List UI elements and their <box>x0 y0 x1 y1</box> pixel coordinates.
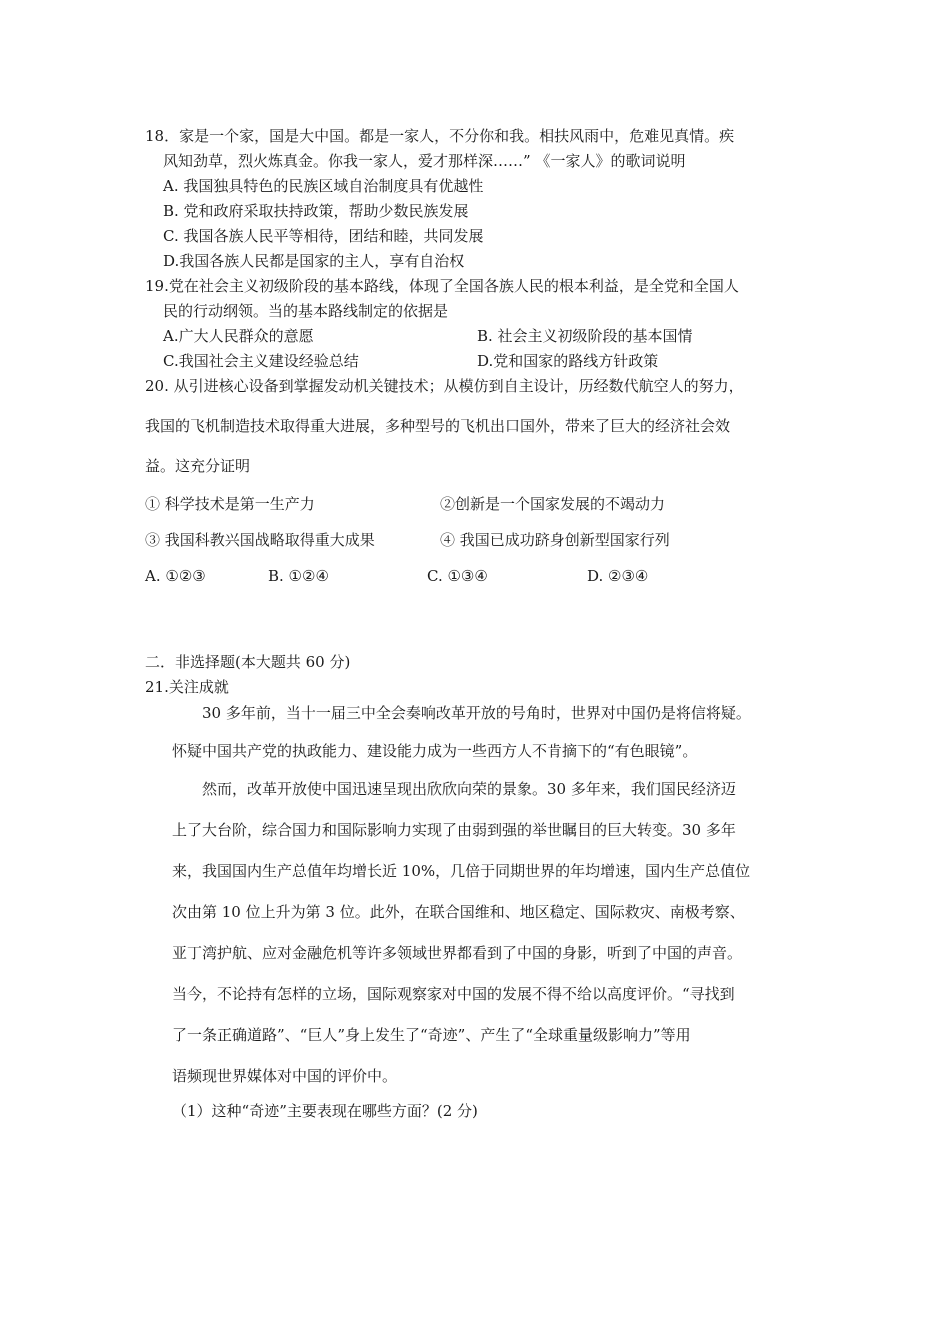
q20-statement-2: ②创新是一个国家发展的不竭动力 <box>440 495 666 513</box>
q21-paragraph2-line2: 上了大台阶，综合国力和国际影响力实现了由弱到强的举世瞩目的巨大转变。30 多年 <box>172 821 736 839</box>
q21-paragraph2-line1: 然而，改革开放使中国迅速呈现出欣欣向荣的景象。30 多年来，我们国民经济迈 <box>202 780 736 798</box>
q18-option-a: A. 我国独具特色的民族区域自治制度具有优越性 <box>163 177 484 195</box>
q21-paragraph1-line2: 怀疑中国共产党的执政能力、建设能力成为一些西方人不肯摘下的“有色眼镜”。 <box>172 742 698 760</box>
q21-paragraph2-line4: 次由第 10 位上升为第 3 位。此外，在联合国维和、地区稳定、国际救灾、南极考察、 <box>172 903 745 921</box>
q19-option-c: C.我国社会主义建设经验总结 <box>163 352 359 370</box>
q20-statement-4: ④ 我国已成功跻身创新型国家行列 <box>440 531 670 549</box>
q21-paragraph2-line8: 语频现世界媒体对中国的评价中。 <box>172 1067 398 1085</box>
q21-paragraph2-line5: 亚丁湾护航、应对金融危机等许多领域世界都看到了中国的身影，听到了中国的声音。 <box>172 944 743 962</box>
q20-option-d: D. ②③④ <box>587 567 649 585</box>
q20-option-b: B. ①②④ <box>268 567 329 585</box>
q19-stem-line1: 19.党在社会主义初级阶段的基本路线，体现了全国各族人民的根本利益，是全党和全国人 <box>145 277 739 295</box>
q18-option-b: B. 党和政府采取扶持政策，帮助少数民族发展 <box>163 202 469 220</box>
q18-option-c: C. 我国各族人民平等相待，团结和睦，共同发展 <box>163 227 484 245</box>
q18-stem-line2: 风知劲草，烈火炼真金。你我一家人，爱才那样深……” 《一家人》的歌词说明 <box>163 152 686 170</box>
q18-option-d: D.我国各族人民都是国家的主人，享有自治权 <box>163 252 465 270</box>
q19-option-a: A.广大人民群众的意愿 <box>163 327 314 345</box>
q21-title: 21.关注成就 <box>145 678 229 696</box>
q18-stem-line1: 18．家是一个家，国是大中国。都是一家人，不分你和我。相扶风雨中，危难见真情。疾 <box>145 127 735 145</box>
q19-stem-line2: 民的行动纲领。当的基本路线制定的依据是 <box>163 302 449 320</box>
q20-stem-line3: 益。这充分证明 <box>145 457 251 475</box>
q20-statement-3: ③ 我国科教兴国战略取得重大成果 <box>145 531 375 549</box>
q19-option-d: D.党和国家的路线方针政策 <box>477 352 659 370</box>
q19-option-b: B. 社会主义初级阶段的基本国情 <box>477 327 693 345</box>
q20-stem-line2: 我国的飞机制造技术取得重大进展，多种型号的飞机出口国外，带来了巨大的经济社会效 <box>145 417 731 435</box>
q21-paragraph2-line7: 了一条正确道路”、“巨人”身上发生了“奇迹”、产生了“全球重量级影响力”等用 <box>172 1026 691 1044</box>
q20-option-a: A. ①②③ <box>145 567 206 585</box>
q20-statement-1: ① 科学技术是第一生产力 <box>145 495 315 513</box>
q20-option-c: C. ①③④ <box>427 567 488 585</box>
q21-paragraph2-line6: 当今，不论持有怎样的立场，国际观察家对中国的发展不得不给以高度评价。“寻找到 <box>172 985 735 1003</box>
section-heading: 二．非选择题(本大题共 60 分) <box>145 653 351 671</box>
q21-paragraph2-line3: 来，我国国内生产总值年均增长近 10%，几倍于同期世界的年均增速，国内生产总值位 <box>172 862 751 880</box>
q20-stem-line1: 20. 从引进核心设备到掌握发动机关键技术；从模仿到自主设计，历经数代航空人的努力， <box>145 377 744 395</box>
q21-subquestion-1: （1）这种“奇迹”主要表现在哪些方面？(2 分) <box>172 1102 478 1120</box>
q21-paragraph1-line1: 30 多年前，当十一届三中全会奏响改革开放的号角时，世界对中国仍是将信将疑。 <box>202 704 751 722</box>
